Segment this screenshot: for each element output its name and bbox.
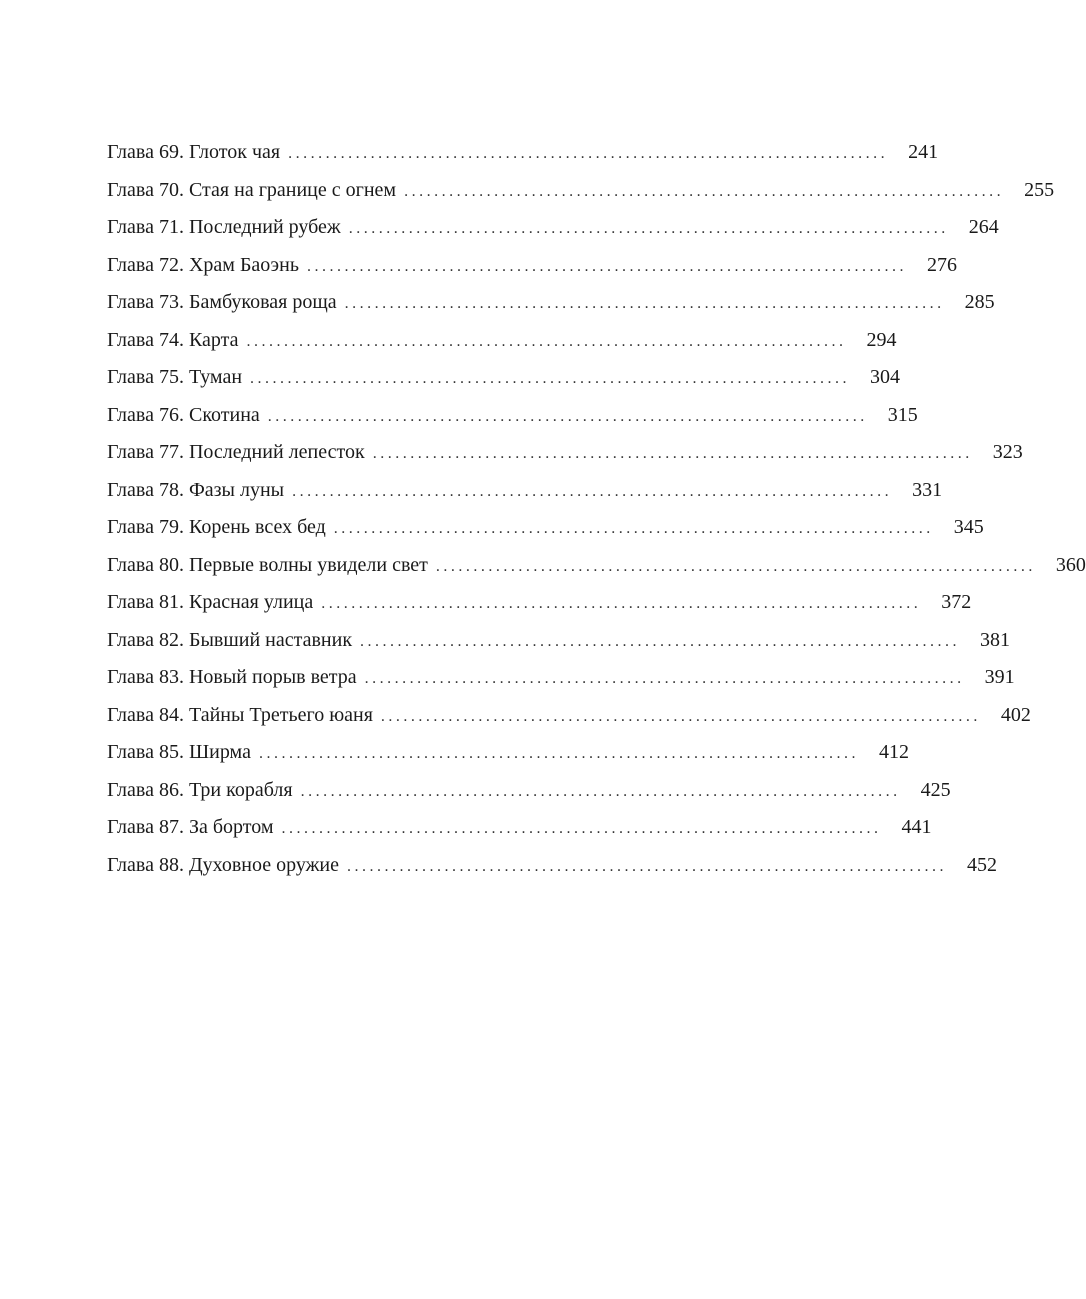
toc-entry-page: 241 [908, 141, 939, 163]
toc-entry-title: Глава 71. Последний рубеж [107, 216, 341, 238]
dot-leader: ................................................................................ [258, 745, 859, 762]
dot-leader: ................................................................................ [333, 520, 934, 537]
dot-leader: ................................................................................ [348, 220, 949, 237]
toc-entry-title: Глава 82. Бывший наставник [107, 628, 353, 651]
toc-entry-title: Глава 70. Стая на границе с огнем [107, 178, 397, 201]
dot-leader: ................................................................................ [404, 182, 1005, 200]
toc-entry-page: 381 [980, 628, 1011, 651]
toc-entry-page: 276 [926, 253, 957, 276]
toc-entry [107, 322, 897, 360]
toc-entry-page: 372 [941, 591, 972, 613]
toc-entry [107, 772, 951, 810]
toc-entry [107, 397, 918, 435]
toc-entry-title: Глава 77. Последний лепесток [107, 441, 365, 463]
dot-leader: ................................................................................ [321, 595, 922, 612]
toc-entry-page: 441 [901, 816, 932, 838]
dot-leader: ................................................................................ [267, 407, 868, 425]
toc-entry [107, 547, 1086, 585]
toc-entry [107, 134, 939, 172]
toc-entry [107, 734, 909, 772]
toc-entry-title: Глава 80. Первые волны увидели свет [107, 553, 428, 576]
toc-entry-title: Глава 84. Тайны Третьего юаня [107, 703, 373, 726]
toc-entry-title: Глава 87. За бортом [107, 816, 274, 838]
toc-entry [107, 359, 901, 397]
toc-entry-page: 255 [1024, 178, 1055, 201]
toc-entry-title: Глава 83. Новый порыв ветра [107, 666, 357, 688]
dot-leader: ................................................................................ [360, 632, 961, 650]
toc-entry-page: 285 [964, 291, 995, 313]
toc-entry [107, 697, 1031, 735]
toc-entry [107, 584, 972, 622]
toc-entry [107, 172, 1055, 210]
toc-entry [107, 284, 995, 322]
dot-leader: ................................................................................ [246, 332, 847, 350]
toc-entry-title: Глава 85. Ширма [107, 741, 251, 763]
dot-leader: ................................................................................ [288, 145, 889, 162]
dot-leader: ................................................................................ [347, 857, 947, 875]
dot-leader: ................................................................................ [306, 257, 907, 275]
toc-entry-page: 360 [1055, 553, 1086, 576]
toc-entry [107, 434, 1023, 472]
toc-entry-title: Глава 88. Духовное оружие [107, 853, 339, 876]
toc-entry [107, 209, 999, 247]
toc-entry [107, 809, 932, 847]
toc-entry-page: 323 [992, 441, 1023, 463]
toc-entry-page: 412 [878, 741, 909, 763]
dot-leader: ................................................................................ [435, 557, 1036, 575]
toc-entry-title: Глава 81. Красная улица [107, 591, 314, 613]
toc-entry-page: 294 [866, 328, 897, 351]
toc-entry [107, 509, 984, 547]
dot-leader: ................................................................................ [250, 370, 851, 387]
toc-entry [107, 847, 997, 885]
toc-entry-page: 402 [1000, 703, 1031, 726]
toc-entry-title: Глава 75. Туман [107, 366, 243, 388]
table-of-contents [107, 134, 1086, 884]
dot-leader: ................................................................................ [380, 707, 981, 725]
toc-entry-page: 345 [953, 516, 984, 538]
toc-entry-page: 264 [968, 216, 999, 238]
toc-entry-title: Глава 86. Три корабля [107, 778, 293, 801]
dot-leader: ................................................................................ [300, 782, 901, 800]
toc-entry-title: Глава 69. Глоток чая [107, 141, 281, 163]
toc-entry-title: Глава 76. Скотина [107, 403, 260, 426]
toc-entry [107, 247, 957, 285]
toc-entry-page: 304 [870, 366, 901, 388]
toc-entry [107, 622, 1011, 660]
toc-entry-page: 331 [912, 478, 943, 501]
toc-entry-title: Глава 79. Корень всех бед [107, 516, 326, 538]
dot-leader: ................................................................................ [281, 820, 882, 837]
toc-entry-title: Глава 72. Храм Баоэнь [107, 253, 299, 276]
toc-entry [107, 659, 1015, 697]
dot-leader: ................................................................................ [292, 482, 893, 500]
toc-entry-page: 425 [920, 778, 951, 801]
dot-leader: ................................................................................ [372, 445, 973, 462]
dot-leader: ................................................................................ [364, 670, 965, 687]
toc-entry-title: Глава 78. Фазы луны [107, 478, 285, 501]
dot-leader: ................................................................................ [344, 295, 945, 312]
toc-entry-title: Глава 73. Бамбуковая роща [107, 291, 337, 313]
toc-entry-title: Глава 74. Карта [107, 328, 239, 351]
toc-entry [107, 472, 943, 510]
toc-entry-page: 391 [984, 666, 1015, 688]
toc-entry-page: 452 [967, 853, 997, 876]
toc-entry-page: 315 [887, 403, 918, 426]
